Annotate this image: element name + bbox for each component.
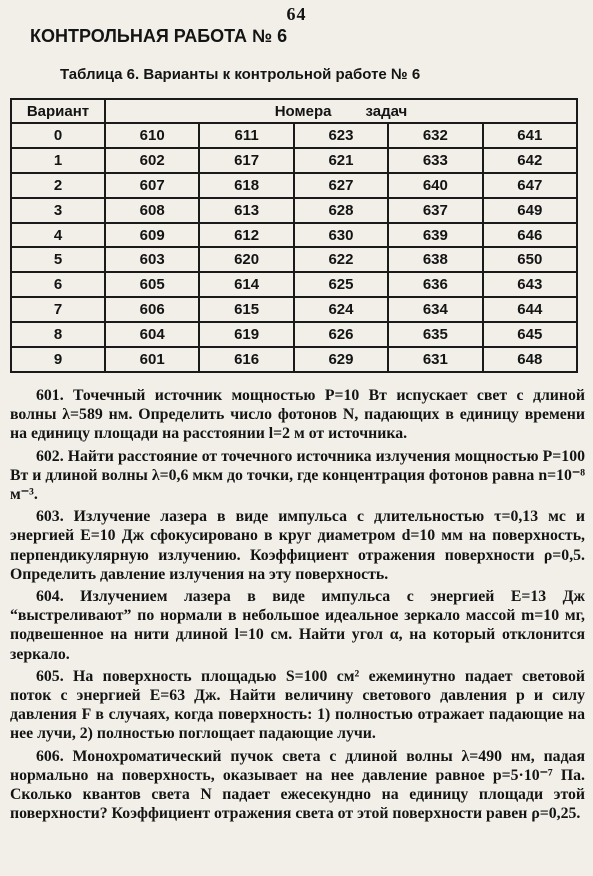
- task-number-cell: 628: [294, 198, 388, 223]
- variants-table: [10, 98, 578, 373]
- table-header-row: [11, 99, 577, 123]
- task-number-cell: 619: [199, 322, 293, 347]
- task-number-cell: 636: [388, 272, 482, 297]
- problem-number: 606.: [36, 747, 64, 765]
- task-number-cell: 639: [388, 223, 482, 248]
- problem-text: Излучение лазера в виде импульса с длительностью τ=0,13 мс и энергией E=10 Дж сфокусировано в круг диаметром d=10 мм на поверхность, перпендикулярную излучению. Коэффициент отражения поверхности ρ=0,5. Определить давление излучения на эту поверхность.: [10, 508, 585, 583]
- task-number-cell: 611: [199, 123, 293, 148]
- task-number-cell: 605: [105, 272, 199, 297]
- variant-cell: 1: [11, 148, 105, 173]
- table-row: [11, 198, 577, 223]
- task-number-cell: 637: [388, 198, 482, 223]
- task-number-cell: 621: [294, 148, 388, 173]
- task-number-cell: 640: [388, 173, 482, 198]
- problem-paragraph: [10, 587, 585, 664]
- table-row: [11, 272, 577, 297]
- task-number-cell: 641: [483, 123, 577, 148]
- table-row: [11, 322, 577, 347]
- task-number-cell: 647: [483, 173, 577, 198]
- task-number-cell: 618: [199, 173, 293, 198]
- variant-cell: 0: [11, 123, 105, 148]
- variant-cell: 5: [11, 247, 105, 272]
- problem-paragraph: [10, 386, 585, 444]
- task-number-cell: 616: [199, 347, 293, 372]
- task-number-cell: 644: [483, 297, 577, 322]
- task-number-cell: 608: [105, 198, 199, 223]
- table-caption: Таблица 6. Варианты к контрольной работе № 6: [60, 66, 421, 83]
- task-number-cell: 631: [388, 347, 482, 372]
- task-number-cell: 646: [483, 223, 577, 248]
- variant-cell: 3: [11, 198, 105, 223]
- task-number-cell: 642: [483, 148, 577, 173]
- table-row: [11, 123, 577, 148]
- problem-text: Точечный источник мощностью P=10 Вт испускает свет с длиной волны λ=589 нм. Определить число фотонов N, падающих в единицу времени на единицу площади на расстоянии l=2 м от источника.: [10, 387, 586, 443]
- task-number-cell: 633: [388, 148, 482, 173]
- problem-paragraph: [10, 507, 585, 584]
- task-number-cell: 601: [105, 347, 199, 372]
- task-number-cell: 648: [483, 347, 577, 372]
- task-number-cell: 613: [199, 198, 293, 223]
- table-row: [11, 297, 577, 322]
- problem-paragraph: [10, 747, 585, 824]
- task-number-cell: 629: [294, 347, 388, 372]
- task-number-cell: 622: [294, 247, 388, 272]
- task-number-cell: 635: [388, 322, 482, 347]
- header-tasks-word: задач: [365, 102, 408, 120]
- variant-cell: 9: [11, 347, 105, 372]
- task-number-cell: 609: [105, 223, 199, 248]
- problem-text: Найти расстояние от точечного источника излучения мощностью P=100 Вт и длиной волны λ=0,6 мкм до точки, где концентрация фотонов равна n=10⁻⁸ м⁻³.: [10, 447, 585, 504]
- task-number-cell: 643: [483, 272, 577, 297]
- task-number-cell: 650: [483, 247, 577, 272]
- task-number-cell: 630: [294, 223, 388, 248]
- task-number-cell: 617: [199, 148, 293, 173]
- table-row: [11, 173, 577, 198]
- task-number-cell: 626: [294, 322, 388, 347]
- task-number-cell: 632: [388, 123, 482, 148]
- task-number-cell: 649: [483, 198, 577, 223]
- problems-list: [10, 386, 585, 826]
- task-number-cell: 624: [294, 297, 388, 322]
- task-number-cell: 620: [199, 247, 293, 272]
- problem-number: 605.: [36, 667, 64, 685]
- problem-number: 604.: [36, 588, 64, 606]
- task-number-cell: 604: [105, 322, 199, 347]
- table-row: [11, 347, 577, 372]
- task-number-cell: 610: [105, 123, 199, 148]
- task-number-cell: 612: [199, 223, 293, 248]
- task-number-cell: 602: [105, 148, 199, 173]
- variant-cell: 6: [11, 272, 105, 297]
- page-heading: КОНТРОЛЬНАЯ РАБОТА № 6: [30, 26, 288, 46]
- task-number-cell: 638: [388, 247, 482, 272]
- task-number-cell: 606: [105, 297, 199, 322]
- problem-paragraph: [10, 667, 585, 744]
- task-number-cell: 645: [483, 322, 577, 347]
- task-number-cell: 623: [294, 123, 388, 148]
- variant-cell: 4: [11, 223, 105, 248]
- problem-text: На поверхность площадью S=100 см² ежеминутно падает световой поток с энергией E=63 Дж. Найти величину светового давления p и силу давления F в случаях, когда поверхность: 1) полностью отражает падающие на нее лучи, 2) полностью поглощает падающие лучи.: [10, 667, 585, 743]
- header-task-numbers: [105, 99, 577, 123]
- problem-paragraph: [10, 447, 585, 505]
- problem-text: Монохроматический пучок света с длиной волны λ=490 нм, падая нормально на поверхность, оказывает на нее давление равное p=5·10⁻⁷ Па. Сколько квантов света N падает ежесекундно на единицу площади этой поверхности? Коэффициент отражения света от этой поверхности равен ρ=0,25.: [10, 747, 586, 823]
- task-number-cell: 603: [105, 247, 199, 272]
- table-row: [11, 148, 577, 173]
- variant-cell: 8: [11, 322, 105, 347]
- page-number: 64: [286, 4, 307, 24]
- table-row: [11, 223, 577, 248]
- task-number-cell: 614: [199, 272, 293, 297]
- task-number-cell: 625: [294, 272, 388, 297]
- task-number-cell: 607: [105, 173, 199, 198]
- task-number-cell: 627: [294, 173, 388, 198]
- table-body: [11, 123, 577, 372]
- problem-number: 601.: [36, 387, 64, 404]
- variant-cell: 7: [11, 297, 105, 322]
- variant-cell: 2: [11, 173, 105, 198]
- problem-number: 603.: [36, 508, 64, 526]
- task-number-cell: 634: [388, 297, 482, 322]
- task-number-cell: 615: [199, 297, 293, 322]
- problem-number: 602.: [36, 447, 64, 465]
- problem-text: Излучением лазера в виде импульса с энергией E=13 Дж “выстреливают” по нормали в небольшое идеальное зеркало массой m=10 мг, подвешенное на нити длиной l=10 см. Найти угол α, на который отклонится зеркало.: [10, 588, 585, 663]
- header-numbers-word: Номера: [274, 102, 332, 120]
- table-row: [11, 247, 577, 272]
- header-variant: Вариант: [11, 99, 105, 123]
